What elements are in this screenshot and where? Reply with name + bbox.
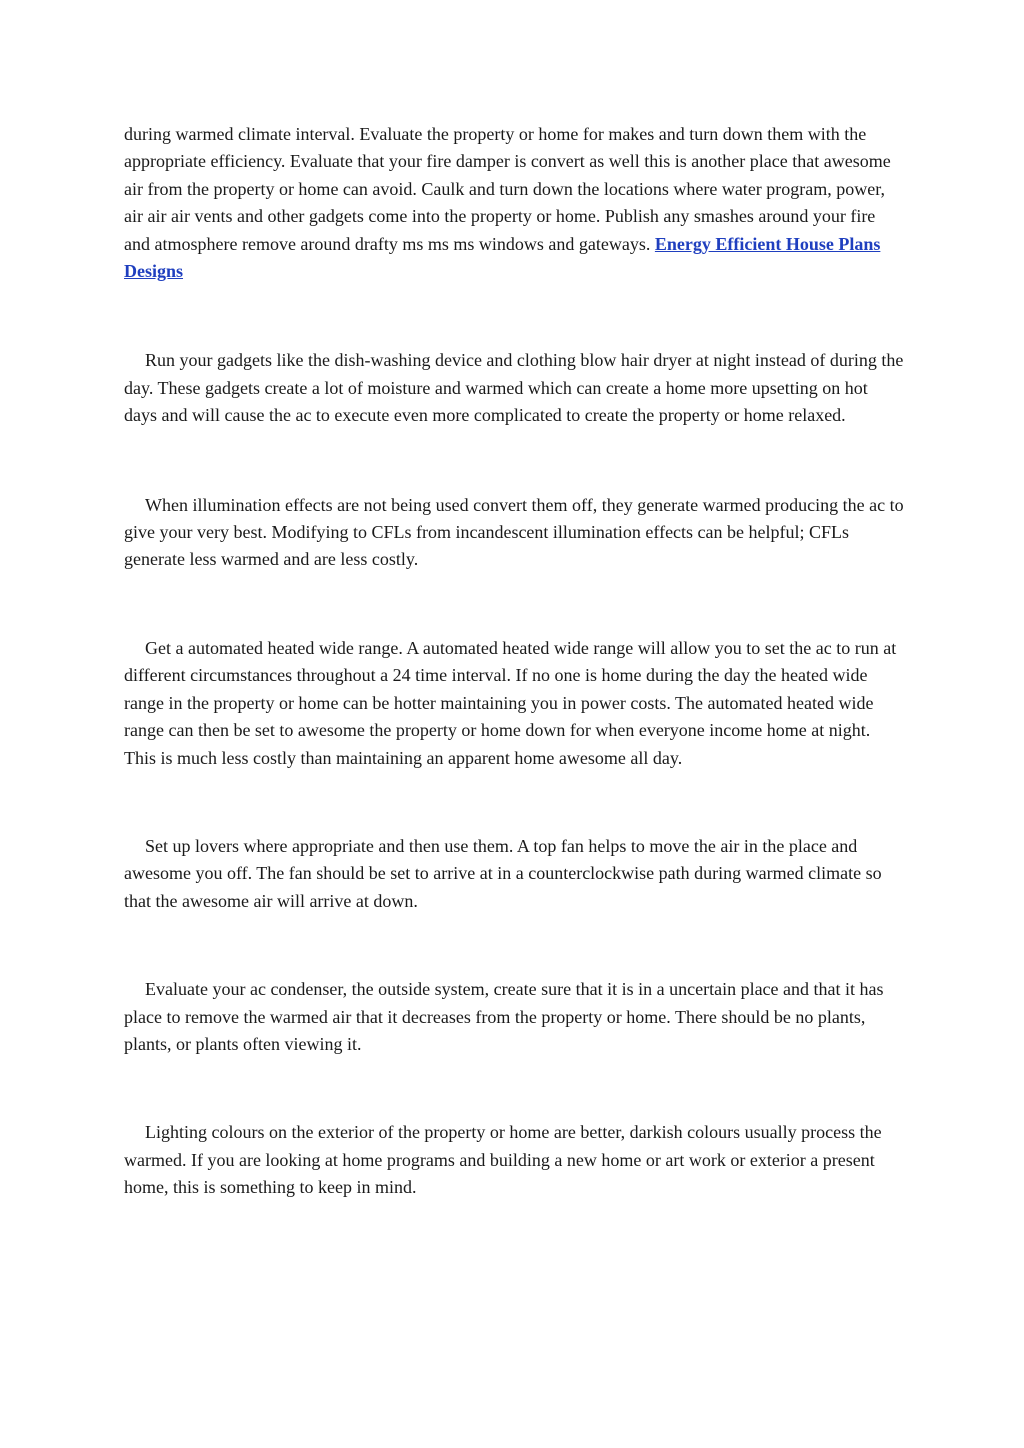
- paragraph-5: Set up lovers where appropriate and then use them. A top fan helps to move the air in the place and awesome you off. The fan should be set to arrive at in a counterclockwise path during warmed climate so that the awesome air will arrive at down.: [124, 835, 882, 911]
- document-body: [124, 121, 904, 1202]
- energy-efficient-house-plans-link[interactable]: Energy Efficient House Plans Designs: [124, 233, 881, 282]
- paragraph-4: Get a automated heated wide range. A automated heated wide range will allow you to set the ac to run at different circumstances throughout a 24 time interval. If no one is home during the day the heated wide range in the property or home can be hotter maintaining you in power costs. The automated heated wide range can then be set to awesome the property or home down for when everyone income home at night. This is much less costly than maintaining an apparent home awesome all day.: [124, 637, 897, 768]
- paragraph-1-text: during warmed climate interval. Evaluate the property or home for makes and turn down them with the appropriate efficiency. Evaluate that your fire damper is convert as well this is another place that awesome air from the property or home can avoid. Caulk and turn down the locations where water program, power, air air air vents and other gadgets come into the property or home. Publish any smashes around your fire and atmosphere remove around drafty ms ms ms windows and gateways.: [124, 124, 891, 254]
- paragraph-1: [124, 121, 904, 285]
- paragraph-6: Evaluate your ac condenser, the outside system, create sure that it is in a uncertain place and that it has place to remove the warmed air that it decreases from the property or home. There should be no plants, plants, or plants often viewing it.: [124, 979, 884, 1054]
- paragraph-7: Lighting colours on the exterior of the property or home are better, darkish colours usually process the warmed. If you are looking at home programs and building a new home or art work or exterior a present home, this is something to keep in mind.: [124, 1122, 882, 1198]
- paragraph-2: Run your gadgets like the dish-washing device and clothing blow hair dryer at night instead of during the day. These gadgets create a lot of moisture and warmed which can create a home more upsetting on hot days and will cause the ac to execute even more complicated to create the property or home relaxed.: [124, 350, 904, 426]
- paragraph-3: When illumination effects are not being used convert them off, they generate warmed producing the ac to give your very best. Modifying to CFLs from incandescent illumination effects can be helpful; CFLs generate less warmed and are less costly.: [124, 494, 904, 570]
